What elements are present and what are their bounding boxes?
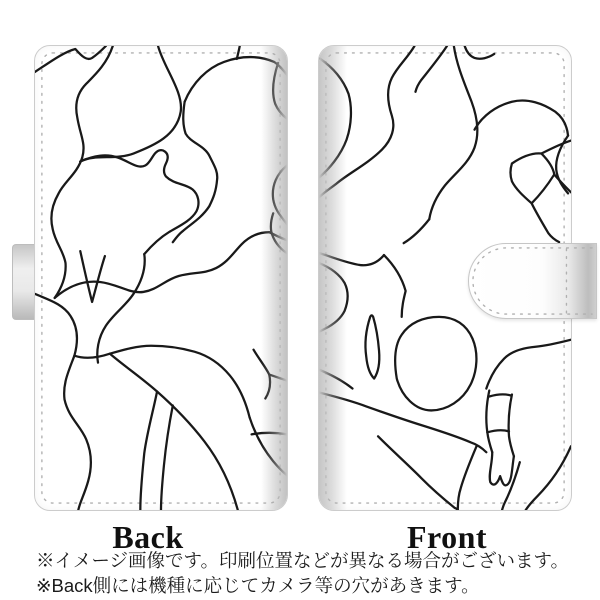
disclaimer-note-1: ※イメージ画像です。印刷位置などが異なる場合がございます。 <box>36 550 569 571</box>
back-cover-artwork <box>35 46 287 510</box>
disclaimer-note-2: ※Back側には機種に応じてカメラ等の穴があきます。 <box>36 575 480 596</box>
case-back-view <box>34 45 288 511</box>
clasp-tab-front-view <box>468 243 597 319</box>
clasp-tab-back-view <box>12 244 35 320</box>
back-view-label: Back <box>112 519 184 555</box>
front-view-label: Front <box>406 519 488 555</box>
clasp-tab-stitching <box>469 244 596 318</box>
crack-pattern-back <box>35 46 287 510</box>
